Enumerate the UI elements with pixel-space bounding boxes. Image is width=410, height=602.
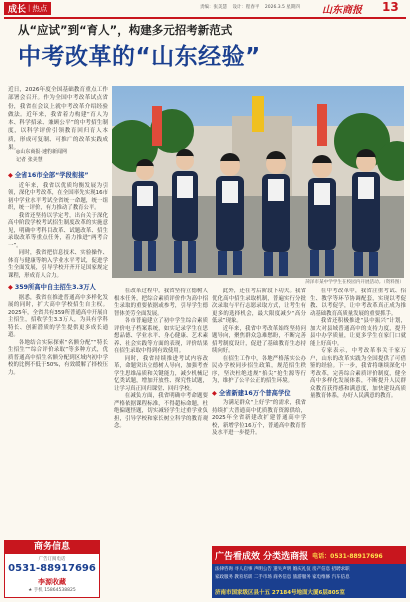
column-3-subhead: ◆ 全省新建16万个普高学位 <box>212 389 291 397</box>
section-separator: | <box>28 4 31 12</box>
column-2-paragraph: 各市普遍建立了初中学生综合素质评价电子档案系统，如实记录学生在思想品德、学业水平、身心健康、艺术素养、社会实践等方面的表现，评价结果在招生录取中得到有效使用。 <box>114 318 208 354</box>
column-3-paragraph: 近年来，我省中考改革始终坚持问题导向，聚焦群众急难愁盼，不断完善招考制度设计，促进了基础教育生态持续向好。 <box>212 325 306 354</box>
paper-name: 山东商报 <box>322 5 362 16</box>
issue-date: 2026.3.5 星期四 <box>264 5 300 10</box>
classified-ad-header <box>212 546 406 564</box>
star-icon: ◆ <box>212 389 217 397</box>
article-column-4 <box>310 288 406 542</box>
classified-ad-phone: 电话：0531-88917696 <box>312 552 383 560</box>
students-photo-illustration <box>112 86 404 278</box>
column-4-paragraph: 专家表示，中考改革事关千家万户，山东的改革实践为全国提供了可借鉴的经验。下一步，我省将继续深化中考改革，完善综合素质评价制度，健全高中多样化发展体系，不断提升人民群众教育获得感和满意度，加快建设高质量教育体系，办好人民满意的教育。 <box>310 348 406 399</box>
column-3-paragraph: 为满足群众“上好学”的需求，我省持续扩大普通高中优质教育资源供给，2025年全省新建改扩建普通高中学校，新增学位16万个，普通高中教育普及水平进一步提升。 <box>212 400 306 436</box>
star-icon: ◆ <box>8 284 13 291</box>
column-1b-subhead: ◆ 359所高中自主招生3.3万人 <box>8 284 96 291</box>
designer-credit: 设计：程春平 <box>232 5 260 10</box>
column-1b-paragraph: 据悉，我省在推进普通高中多样化发展的同时，扩大高中学校招生自主权。2025年，全省共有359所普通高中开展自主招生，招收学生3.3万人，为具有学科特长、创新潜质的学生提供更多成长通道。 <box>8 294 108 338</box>
article-column-3 <box>212 288 306 540</box>
subsection-name: 热点 <box>32 3 48 13</box>
column-1-subhead: ◆ 全省16市全部“学段衔接” <box>8 172 89 179</box>
masthead-rule <box>4 17 406 19</box>
page-number: 13 <box>382 0 399 14</box>
article-column-1 <box>8 168 108 538</box>
page-meta <box>200 4 304 10</box>
article-kicker: 从“应试”到“育人”，构建多元招考新范式 <box>18 23 233 37</box>
column-4-paragraph: 我省还积极推进“县中振兴”计划，加大对县域普通高中的支持力度，提升县中办学质量，让更多学生在家门口就能上好高中。 <box>310 318 406 347</box>
classified-ad-categories: 法律咨询 寻人启事 声明公告 遗失声明 婚庆礼仪 房产信息 招聘求职 <box>215 567 350 572</box>
article-photo <box>112 86 404 278</box>
classified-ad-address: 济南市国家级区县十五 27184号地面大厦6层805室 <box>215 590 345 596</box>
ad-title: 商务信息 <box>5 541 99 554</box>
column-3-paragraph: 此外，还在考后阶段下功夫。我省优化高中招生录取机制，普遍实行分批次录取与平行志愿录取方式，让考生有更多的选择机会，最大限度减少“高分低录”现象。 <box>212 288 306 324</box>
editor-credit: 责编：张美慧 <box>200 5 227 10</box>
column-2-paragraph: 在减负方面，我省明确中考命题要严格依据课程标准，不得超标命题，杜绝偏题怪题，切实减轻学生过重学业负担，引导学校和家长树立科学的教育观念。 <box>114 393 208 429</box>
byline-outlet: ◎山东商报·速豹新闻网 <box>16 149 67 155</box>
classified-ad-categories: 家政服务 教育培训 二手市场 商务信息 旅游服务 家电维修 汽车信息 <box>215 575 350 580</box>
ad-subtitle-2: ★ 手机 15864538825 <box>28 588 76 593</box>
article-headline: 中考改革的“山东经验” <box>18 44 261 70</box>
ad-subtitle: 广告订阅电话 <box>38 557 66 562</box>
column-2-paragraph: 同时，我省持续推进考试内容改革，命题突出立德树人导向，加强考查学生思维品质和关键能力，减少机械记忆类试题，增加开放性、探究性试题，让学习真正回归课堂、回归学校。 <box>114 355 208 392</box>
photo-caption: 菏泽市某中学学生在校园内开展活动。（资料图） <box>305 280 404 285</box>
ad-phone: 0531-88917696 <box>8 563 96 574</box>
byline-reporter: 记者 张美慧 <box>16 157 43 163</box>
ad-title-2: 李源收藏 <box>38 578 66 586</box>
section-name: 成长 <box>8 4 27 15</box>
column-1-paragraph: 同时，我省把信息技术、实验操作、体育与健康等纳入学业水平考试，促进学生全面发展，引导学校开齐开足国家规定课程，形成育人合力。 <box>8 250 108 279</box>
column-2-paragraph: 在改革过程中，我省坚持立德树人根本任务，把综合素质评价作为高中招生录取的重要依据或参考，引导学生德智体美劳全面发展。 <box>114 288 208 317</box>
business-info-ad <box>4 540 100 598</box>
article-lead: 近日，2026年度全国基础教育重点工作部署会召开。作为全国中考改革试点省份，我省在会议上就中考改革介绍经验做法。近年来，我省着力构建“育人为本、科学招录、兼顾公平”的中考招生制度，以科学评价引领教育回归育人本质，形成可复制、可推广的改革实践成果。 <box>8 87 108 152</box>
column-1b-paragraph: 各地结合实际探索“名额分配”“特长生招生”“综合评价录取”等多种方式，优质普通高中招生名额分配到区域内初中学校的比例不低于50%，有效缓解了择校压力。 <box>8 339 108 376</box>
classified-ad-banner <box>212 546 406 598</box>
column-4-paragraph: 在中考改革中，我省注重考试、招生、教学等环节协调配套，实现以考促教、以考促学，让中考改革真正成为推动基础教育高质量发展的重要抓手。 <box>310 288 406 317</box>
article-byline <box>16 148 67 164</box>
section-tag <box>4 2 51 15</box>
column-3-paragraph: 在招生工作中，各地严格落实公办民办学校同步招生政策，规范招生秩序，坚决杜绝违规“掐尖”抢生源等行为，维护了公平公正的招生环境。 <box>212 355 306 384</box>
star-icon: ◆ <box>8 172 13 179</box>
masthead <box>0 0 410 16</box>
column-1-paragraph: 近年来，我省以优质均衡发展为引领，深化中考改革，在全国率先实现16市初中学业水平考试全省统一命题，统一组织，统一评价，有力推动了教育公平。 <box>8 182 108 211</box>
article-column-2 <box>114 288 208 540</box>
classified-ad-title: 广告看成效 分类选商报 <box>215 551 309 562</box>
column-1-paragraph: 我省还坚持以学定考，出台关于深化高中阶段学校考试招生制度改革的实施意见，明确中考科目改革、试题改革、招生录取改革等重点任务，着力推进“两考合一”。 <box>8 212 108 249</box>
